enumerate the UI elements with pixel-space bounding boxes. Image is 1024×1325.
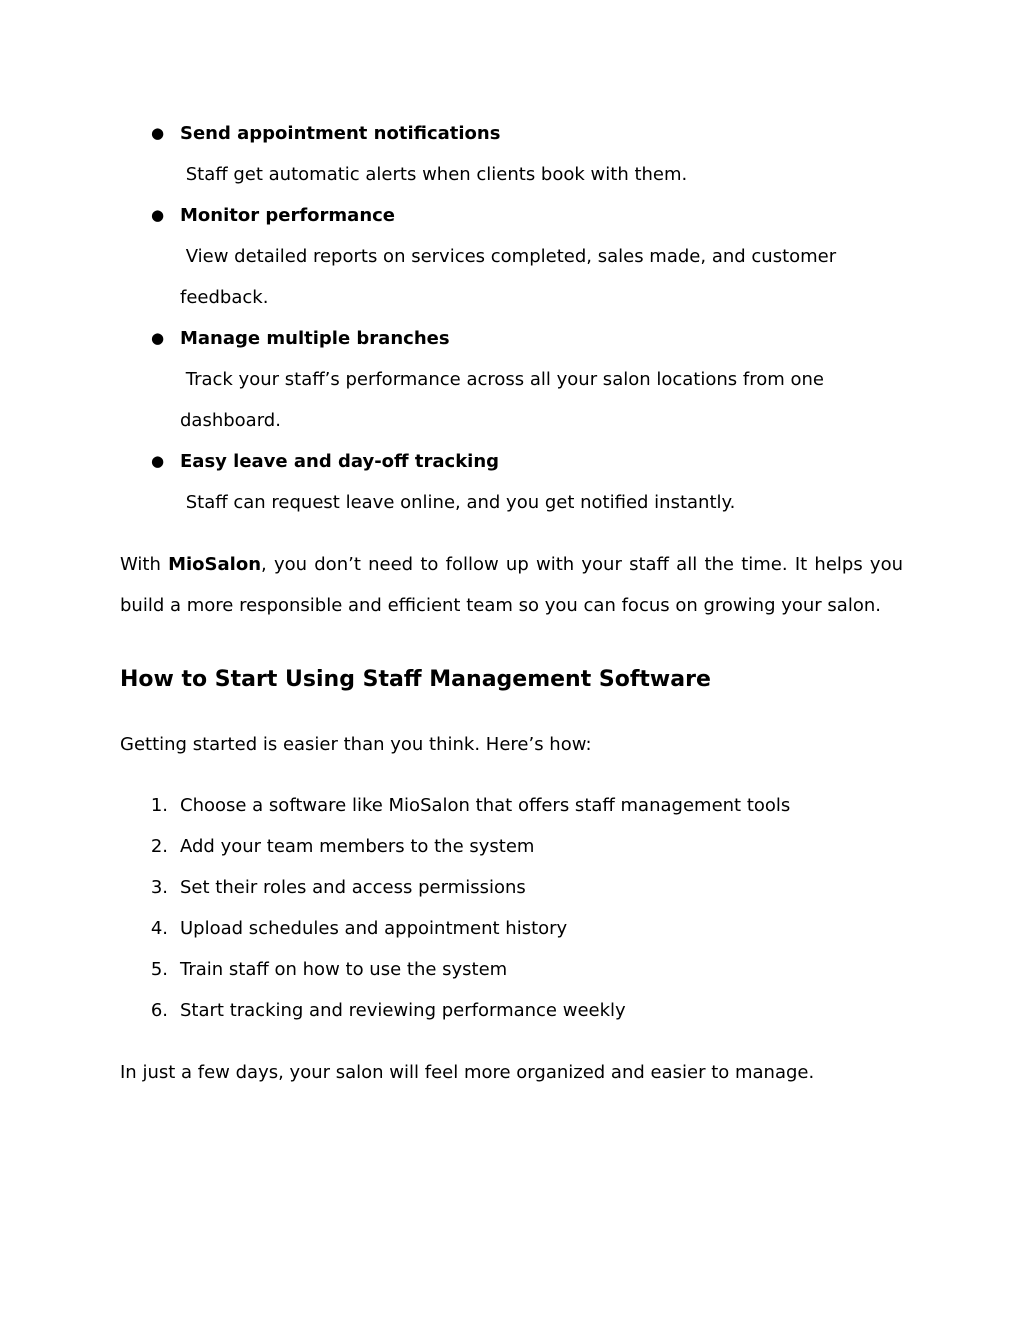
step-item — [120, 826, 910, 867]
step-number: 6. — [150, 1000, 168, 1021]
step-item — [120, 949, 910, 990]
section-heading: How to Start Using Staff Management Software — [120, 667, 711, 692]
feature-description: Staff can request leave online, and you get notified instantly. — [185, 492, 736, 513]
closing-paragraph: In just a few days, your salon will feel more organized and easier to manage. — [120, 1062, 815, 1083]
feature-title: Send appointment notifications — [180, 123, 501, 144]
step-number: 2. — [150, 836, 168, 857]
step-text: Train staff on how to use the system — [180, 959, 508, 980]
feature-item — [120, 441, 910, 523]
feature-item — [120, 318, 910, 441]
bullet-icon: ● — [151, 452, 165, 470]
bullet-icon: ● — [151, 329, 165, 347]
bullet-icon: ● — [151, 124, 165, 142]
step-text: Add your team members to the system — [180, 836, 535, 857]
brand-name: MioSalon — [168, 554, 262, 575]
step-text: Choose a software like MioSalon that offers staff management tools — [180, 795, 791, 816]
step-text: Set their roles and access permissions — [180, 877, 526, 898]
feature-item — [120, 113, 910, 195]
feature-list — [120, 113, 910, 523]
steps-list — [120, 785, 910, 1031]
step-item — [120, 785, 910, 826]
feature-description: Staff get automatic alerts when clients book with them. — [185, 164, 688, 185]
summary-paragraph — [120, 544, 903, 626]
feature-title: Easy leave and day-off tracking — [180, 451, 500, 472]
summary-suffix: , you don’t need to follow up with your staff all the time. It helps you build a more responsible and efficient team so you can focus on growing your salon. — [120, 554, 903, 616]
feature-title: Manage multiple branches — [180, 328, 450, 349]
bullet-icon: ● — [151, 206, 165, 224]
feature-title: Monitor performance — [180, 205, 396, 226]
step-item — [120, 990, 910, 1031]
summary-prefix: With — [120, 554, 169, 575]
feature-item — [120, 195, 910, 318]
feature-description: View detailed reports on services completed, sales made, and customer feedback. — [180, 246, 837, 308]
feature-description: Track your staff’s performance across all your salon locations from one dashboard. — [180, 369, 824, 431]
step-number: 1. — [150, 795, 168, 816]
step-text: Upload schedules and appointment history — [180, 918, 568, 939]
step-number: 5. — [150, 959, 168, 980]
step-item — [120, 867, 910, 908]
intro-paragraph: Getting started is easier than you think. Here’s how: — [120, 734, 592, 755]
step-text: Start tracking and reviewing performance weekly — [180, 1000, 626, 1021]
step-number: 3. — [150, 877, 168, 898]
step-item — [120, 908, 910, 949]
step-number: 4. — [150, 918, 168, 939]
